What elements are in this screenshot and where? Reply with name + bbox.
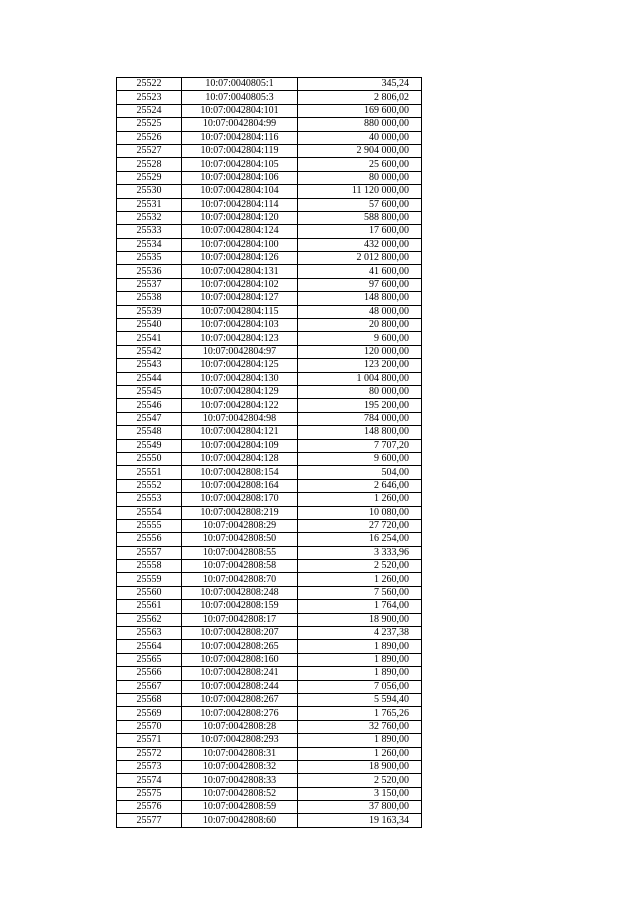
cadastral-number-cell: 10:07:0042804:97 xyxy=(182,345,298,358)
row-number-cell: 25569 xyxy=(117,707,182,720)
value-cell: 1 890,00 xyxy=(298,653,422,666)
value-cell: 18 900,00 xyxy=(298,760,422,773)
cadastral-number-cell: 10:07:0042804:106 xyxy=(182,171,298,184)
table-row xyxy=(117,613,422,626)
cadastral-number-cell: 10:07:0042808:159 xyxy=(182,600,298,613)
table-row xyxy=(117,78,422,91)
table-row xyxy=(117,801,422,814)
row-number-cell: 25572 xyxy=(117,747,182,760)
value-cell: 25 600,00 xyxy=(298,158,422,171)
table-row xyxy=(117,238,422,251)
cadastral-number-cell: 10:07:0042804:104 xyxy=(182,185,298,198)
row-number-cell: 25525 xyxy=(117,118,182,131)
table-row xyxy=(117,693,422,706)
table-row xyxy=(117,158,422,171)
value-cell: 2 012 800,00 xyxy=(298,252,422,265)
table-row xyxy=(117,452,422,465)
row-number-cell: 25536 xyxy=(117,265,182,278)
table-row xyxy=(117,653,422,666)
cadastral-number-cell: 10:07:0042808:17 xyxy=(182,613,298,626)
value-cell: 148 800,00 xyxy=(298,426,422,439)
value-cell: 3 333,96 xyxy=(298,546,422,559)
cadastral-number-cell: 10:07:0042804:114 xyxy=(182,198,298,211)
row-number-cell: 25537 xyxy=(117,278,182,291)
row-number-cell: 25567 xyxy=(117,680,182,693)
value-cell: 9 600,00 xyxy=(298,332,422,345)
cadastral-number-cell: 10:07:0042804:123 xyxy=(182,332,298,345)
cadastral-number-cell: 10:07:0042808:164 xyxy=(182,479,298,492)
cadastral-number-cell: 10:07:0042808:267 xyxy=(182,693,298,706)
row-number-cell: 25528 xyxy=(117,158,182,171)
table-row xyxy=(117,399,422,412)
cadastral-number-cell: 10:07:0042808:241 xyxy=(182,667,298,680)
row-number-cell: 25540 xyxy=(117,319,182,332)
value-cell: 80 000,00 xyxy=(298,171,422,184)
cadastral-number-cell: 10:07:0042804:102 xyxy=(182,278,298,291)
table-row xyxy=(117,640,422,653)
table-row xyxy=(117,774,422,787)
value-cell: 32 760,00 xyxy=(298,720,422,733)
cadastral-number-cell: 10:07:0042804:127 xyxy=(182,292,298,305)
value-cell: 4 237,38 xyxy=(298,627,422,640)
value-cell: 2 520,00 xyxy=(298,560,422,573)
cadastral-number-cell: 10:07:0042808:248 xyxy=(182,586,298,599)
row-number-cell: 25532 xyxy=(117,211,182,224)
cadastral-number-cell: 10:07:0040805:3 xyxy=(182,91,298,104)
cadastral-number-cell: 10:07:0042804:128 xyxy=(182,452,298,465)
row-number-cell: 25538 xyxy=(117,292,182,305)
row-number-cell: 25522 xyxy=(117,78,182,91)
table-body xyxy=(117,78,422,828)
row-number-cell: 25530 xyxy=(117,185,182,198)
value-cell: 1 004 800,00 xyxy=(298,372,422,385)
cadastral-value-table xyxy=(116,77,422,828)
cadastral-number-cell: 10:07:0042808:29 xyxy=(182,519,298,532)
value-cell: 1 260,00 xyxy=(298,747,422,760)
table-row xyxy=(117,720,422,733)
cadastral-number-cell: 10:07:0042804:124 xyxy=(182,225,298,238)
table-row xyxy=(117,627,422,640)
table-row xyxy=(117,707,422,720)
value-cell: 120 000,00 xyxy=(298,345,422,358)
value-cell: 195 200,00 xyxy=(298,399,422,412)
value-cell: 3 150,00 xyxy=(298,787,422,800)
cadastral-number-cell: 10:07:0042804:126 xyxy=(182,252,298,265)
table-row xyxy=(117,519,422,532)
cadastral-number-cell: 10:07:0042808:60 xyxy=(182,814,298,827)
value-cell: 345,24 xyxy=(298,78,422,91)
value-cell: 7 707,20 xyxy=(298,439,422,452)
row-number-cell: 25555 xyxy=(117,519,182,532)
cadastral-number-cell: 10:07:0042808:276 xyxy=(182,707,298,720)
cadastral-number-cell: 10:07:0042808:28 xyxy=(182,720,298,733)
cadastral-number-cell: 10:07:0042804:116 xyxy=(182,131,298,144)
table-row xyxy=(117,546,422,559)
row-number-cell: 25550 xyxy=(117,452,182,465)
cadastral-number-cell: 10:07:0042808:31 xyxy=(182,747,298,760)
row-number-cell: 25571 xyxy=(117,734,182,747)
table-row xyxy=(117,252,422,265)
row-number-cell: 25556 xyxy=(117,533,182,546)
value-cell: 169 600,00 xyxy=(298,104,422,117)
row-number-cell: 25549 xyxy=(117,439,182,452)
cadastral-number-cell: 10:07:0042808:244 xyxy=(182,680,298,693)
row-number-cell: 25527 xyxy=(117,144,182,157)
cadastral-number-cell: 10:07:0042804:115 xyxy=(182,305,298,318)
cadastral-number-cell: 10:07:0042804:98 xyxy=(182,412,298,425)
value-cell: 2 904 000,00 xyxy=(298,144,422,157)
table-row xyxy=(117,185,422,198)
cadastral-number-cell: 10:07:0042804:131 xyxy=(182,265,298,278)
cadastral-number-cell: 10:07:0042804:125 xyxy=(182,359,298,372)
table-row xyxy=(117,91,422,104)
cadastral-number-cell: 10:07:0042808:265 xyxy=(182,640,298,653)
cadastral-number-cell: 10:07:0042808:154 xyxy=(182,466,298,479)
row-number-cell: 25548 xyxy=(117,426,182,439)
table-row xyxy=(117,734,422,747)
table-row xyxy=(117,439,422,452)
row-number-cell: 25535 xyxy=(117,252,182,265)
cadastral-number-cell: 10:07:0042804:99 xyxy=(182,118,298,131)
value-cell: 80 000,00 xyxy=(298,385,422,398)
value-cell: 123 200,00 xyxy=(298,359,422,372)
cadastral-number-cell: 10:07:0042808:207 xyxy=(182,627,298,640)
row-number-cell: 25561 xyxy=(117,600,182,613)
table-row xyxy=(117,412,422,425)
table-row xyxy=(117,560,422,573)
cadastral-number-cell: 10:07:0042808:52 xyxy=(182,787,298,800)
table-row xyxy=(117,814,422,827)
row-number-cell: 25542 xyxy=(117,345,182,358)
value-cell: 1 890,00 xyxy=(298,734,422,747)
table-row xyxy=(117,372,422,385)
cadastral-number-cell: 10:07:0042808:50 xyxy=(182,533,298,546)
value-cell: 432 000,00 xyxy=(298,238,422,251)
row-number-cell: 25541 xyxy=(117,332,182,345)
value-cell: 97 600,00 xyxy=(298,278,422,291)
row-number-cell: 25564 xyxy=(117,640,182,653)
row-number-cell: 25546 xyxy=(117,399,182,412)
value-cell: 7 056,00 xyxy=(298,680,422,693)
table-row xyxy=(117,319,422,332)
value-cell: 1 764,00 xyxy=(298,600,422,613)
cadastral-number-cell: 10:07:0042808:219 xyxy=(182,506,298,519)
row-number-cell: 25563 xyxy=(117,627,182,640)
value-cell: 1 890,00 xyxy=(298,640,422,653)
table-row xyxy=(117,104,422,117)
row-number-cell: 25573 xyxy=(117,760,182,773)
table-row xyxy=(117,760,422,773)
row-number-cell: 25574 xyxy=(117,774,182,787)
value-cell: 16 254,00 xyxy=(298,533,422,546)
value-cell: 18 900,00 xyxy=(298,613,422,626)
row-number-cell: 25529 xyxy=(117,171,182,184)
value-cell: 10 080,00 xyxy=(298,506,422,519)
row-number-cell: 25524 xyxy=(117,104,182,117)
cadastral-number-cell: 10:07:0042808:58 xyxy=(182,560,298,573)
row-number-cell: 25534 xyxy=(117,238,182,251)
row-number-cell: 25545 xyxy=(117,385,182,398)
table-row xyxy=(117,171,422,184)
row-number-cell: 25526 xyxy=(117,131,182,144)
value-cell: 2 520,00 xyxy=(298,774,422,787)
table-row xyxy=(117,667,422,680)
cadastral-number-cell: 10:07:0042804:105 xyxy=(182,158,298,171)
value-cell: 41 600,00 xyxy=(298,265,422,278)
table-row xyxy=(117,787,422,800)
value-cell: 9 600,00 xyxy=(298,452,422,465)
table-row xyxy=(117,131,422,144)
table-row xyxy=(117,506,422,519)
value-cell: 19 163,34 xyxy=(298,814,422,827)
value-cell: 588 800,00 xyxy=(298,211,422,224)
value-cell: 1 890,00 xyxy=(298,667,422,680)
value-cell: 1 260,00 xyxy=(298,493,422,506)
cadastral-number-cell: 10:07:0042808:170 xyxy=(182,493,298,506)
table-row xyxy=(117,385,422,398)
row-number-cell: 25576 xyxy=(117,801,182,814)
table-row xyxy=(117,211,422,224)
cadastral-number-cell: 10:07:0042808:59 xyxy=(182,801,298,814)
value-cell: 27 720,00 xyxy=(298,519,422,532)
value-cell: 7 560,00 xyxy=(298,586,422,599)
table-row xyxy=(117,292,422,305)
row-number-cell: 25531 xyxy=(117,198,182,211)
table-row xyxy=(117,359,422,372)
value-cell: 1 260,00 xyxy=(298,573,422,586)
cadastral-number-cell: 10:07:0042804:109 xyxy=(182,439,298,452)
cadastral-number-cell: 10:07:0042804:119 xyxy=(182,144,298,157)
table-row xyxy=(117,586,422,599)
value-cell: 17 600,00 xyxy=(298,225,422,238)
value-cell: 2 806,02 xyxy=(298,91,422,104)
cadastral-number-cell: 10:07:0042804:121 xyxy=(182,426,298,439)
row-number-cell: 25565 xyxy=(117,653,182,666)
table-row xyxy=(117,305,422,318)
cadastral-number-cell: 10:07:0042804:120 xyxy=(182,211,298,224)
cadastral-number-cell: 10:07:0042804:100 xyxy=(182,238,298,251)
value-cell: 2 646,00 xyxy=(298,479,422,492)
row-number-cell: 25562 xyxy=(117,613,182,626)
value-cell: 11 120 000,00 xyxy=(298,185,422,198)
row-number-cell: 25539 xyxy=(117,305,182,318)
table-row xyxy=(117,533,422,546)
value-cell: 57 600,00 xyxy=(298,198,422,211)
row-number-cell: 25547 xyxy=(117,412,182,425)
table-row xyxy=(117,680,422,693)
value-cell: 48 000,00 xyxy=(298,305,422,318)
table-row xyxy=(117,600,422,613)
row-number-cell: 25570 xyxy=(117,720,182,733)
row-number-cell: 25544 xyxy=(117,372,182,385)
cadastral-number-cell: 10:07:0042804:103 xyxy=(182,319,298,332)
cadastral-number-cell: 10:07:0042804:101 xyxy=(182,104,298,117)
table-row xyxy=(117,426,422,439)
row-number-cell: 25568 xyxy=(117,693,182,706)
value-cell: 784 000,00 xyxy=(298,412,422,425)
value-cell: 5 594,40 xyxy=(298,693,422,706)
table-row xyxy=(117,144,422,157)
cadastral-number-cell: 10:07:0042804:130 xyxy=(182,372,298,385)
row-number-cell: 25543 xyxy=(117,359,182,372)
table-row xyxy=(117,198,422,211)
table-row xyxy=(117,265,422,278)
value-cell: 880 000,00 xyxy=(298,118,422,131)
cadastral-number-cell: 10:07:0042808:293 xyxy=(182,734,298,747)
table-row xyxy=(117,345,422,358)
cadastral-number-cell: 10:07:0040805:1 xyxy=(182,78,298,91)
cadastral-number-cell: 10:07:0042808:32 xyxy=(182,760,298,773)
table-row xyxy=(117,466,422,479)
table-row xyxy=(117,332,422,345)
cadastral-number-cell: 10:07:0042808:160 xyxy=(182,653,298,666)
table-row xyxy=(117,573,422,586)
value-cell: 504,00 xyxy=(298,466,422,479)
row-number-cell: 25552 xyxy=(117,479,182,492)
row-number-cell: 25551 xyxy=(117,466,182,479)
table-row xyxy=(117,493,422,506)
cadastral-number-cell: 10:07:0042804:129 xyxy=(182,385,298,398)
row-number-cell: 25553 xyxy=(117,493,182,506)
row-number-cell: 25575 xyxy=(117,787,182,800)
cadastral-number-cell: 10:07:0042808:70 xyxy=(182,573,298,586)
table-row xyxy=(117,747,422,760)
row-number-cell: 25554 xyxy=(117,506,182,519)
table-row xyxy=(117,225,422,238)
cadastral-number-cell: 10:07:0042804:122 xyxy=(182,399,298,412)
value-cell: 148 800,00 xyxy=(298,292,422,305)
value-cell: 37 800,00 xyxy=(298,801,422,814)
value-cell: 40 000,00 xyxy=(298,131,422,144)
table-row xyxy=(117,278,422,291)
row-number-cell: 25533 xyxy=(117,225,182,238)
row-number-cell: 25557 xyxy=(117,546,182,559)
cadastral-number-cell: 10:07:0042808:55 xyxy=(182,546,298,559)
table-row xyxy=(117,479,422,492)
cadastral-number-cell: 10:07:0042808:33 xyxy=(182,774,298,787)
value-cell: 20 800,00 xyxy=(298,319,422,332)
row-number-cell: 25559 xyxy=(117,573,182,586)
row-number-cell: 25558 xyxy=(117,560,182,573)
row-number-cell: 25560 xyxy=(117,586,182,599)
row-number-cell: 25566 xyxy=(117,667,182,680)
row-number-cell: 25523 xyxy=(117,91,182,104)
row-number-cell: 25577 xyxy=(117,814,182,827)
table-row xyxy=(117,118,422,131)
value-cell: 1 765,26 xyxy=(298,707,422,720)
